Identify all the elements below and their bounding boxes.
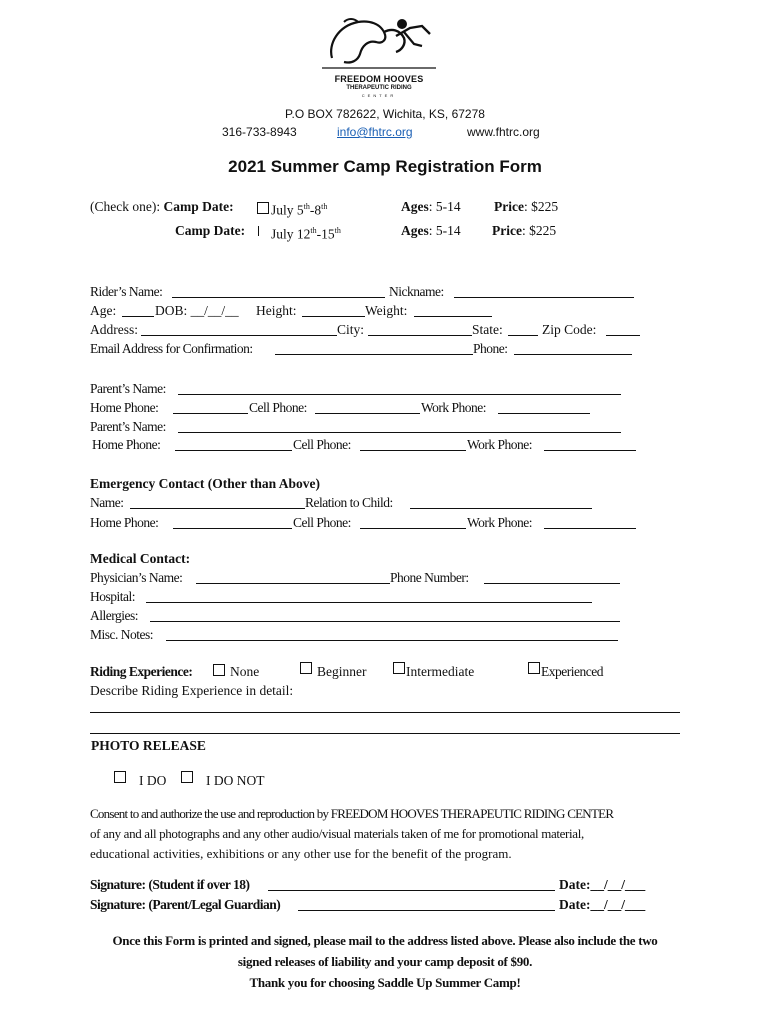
- parent-1-work-phone-field[interactable]: [498, 413, 590, 414]
- contact-website: www.fhtrc.org: [467, 125, 540, 139]
- physician-phone-label: Phone Number:: [390, 570, 469, 585]
- consent-line-1: Consent to and authorize the use and reproduction by FREEDOM HOOVES THERAPEUTIC RIDING CENTER: [90, 806, 614, 821]
- camp-date-2-checkbox[interactable]: [258, 226, 259, 236]
- camp-date-1-checkbox[interactable]: [257, 202, 269, 214]
- logo-tagline: THERAPEUTIC RIDING: [346, 85, 412, 91]
- physician-phone-field[interactable]: [484, 583, 620, 584]
- rider-phone-field[interactable]: [514, 354, 632, 355]
- rider-name-field[interactable]: [172, 297, 385, 298]
- form-title: 2021 Summer Camp Registration Form: [228, 157, 542, 176]
- riding-experienced-label: Experienced: [541, 664, 603, 679]
- riding-intermediate-label: Intermediate: [406, 664, 475, 679]
- height-label: Height:: [256, 303, 297, 318]
- contact-phone: 316-733-8943: [222, 125, 297, 139]
- emergency-contact-heading: Emergency Contact (Other than Above): [90, 476, 320, 491]
- photo-release-heading: PHOTO RELEASE: [91, 738, 206, 753]
- parent-2-cell-phone-field[interactable]: [360, 450, 466, 451]
- riding-experienced-checkbox[interactable]: [528, 662, 540, 674]
- height-field[interactable]: [302, 316, 365, 317]
- logo-org-name: FREEDOM HOOVES: [334, 74, 424, 84]
- student-signature-field[interactable]: [268, 890, 555, 891]
- emergency-home-phone-field[interactable]: [173, 528, 292, 529]
- photo-i-do-not-checkbox[interactable]: [181, 771, 193, 783]
- experience-line-2[interactable]: [90, 733, 680, 734]
- student-date-field[interactable]: Date:__/__/___: [559, 877, 646, 892]
- parent-1-cell-phone-field[interactable]: [315, 413, 420, 414]
- parent-date-field[interactable]: Date:__/__/___: [559, 897, 646, 912]
- misc-notes-field[interactable]: [166, 640, 618, 641]
- riding-experience-label: Riding Experience:: [90, 664, 193, 679]
- allergies-label: Allergies:: [90, 608, 138, 623]
- nickname-label: Nickname:: [389, 284, 444, 299]
- consent-line-2: of any and all photographs and any other audio/visual materials taken of me for promotional material,: [90, 826, 584, 841]
- rider-phone-label: Phone:: [473, 341, 508, 356]
- dob-label[interactable]: DOB: __/__/__: [155, 303, 239, 318]
- experience-line-1[interactable]: [90, 712, 680, 713]
- parent-1-work-phone-label: Work Phone:: [421, 400, 487, 415]
- parent-1-name-field[interactable]: [178, 394, 621, 395]
- emergency-cell-phone-field[interactable]: [360, 528, 466, 529]
- rider-name-label: Rider’s Name:: [90, 284, 163, 299]
- city-label: City:: [337, 322, 365, 337]
- address-label: Address:: [90, 322, 138, 337]
- parent-1-name-label: Parent’s Name:: [90, 381, 166, 396]
- camp-date-2: July 12th-15th: [271, 226, 341, 242]
- city-field[interactable]: [368, 335, 472, 336]
- footer-instructions-2: signed releases of liability and your camp deposit of $90.: [237, 954, 533, 969]
- riding-none-label: None: [230, 664, 260, 679]
- riding-intermediate-checkbox[interactable]: [393, 662, 405, 674]
- parent-2-name-label: Parent’s Name:: [90, 419, 166, 434]
- price-1: Price: $225: [494, 199, 559, 214]
- parent-2-work-phone-label: Work Phone:: [467, 437, 533, 452]
- emergency-name-label: Name:: [90, 495, 124, 510]
- ages-1: Ages: 5-14: [401, 199, 461, 214]
- medical-contact-heading: Medical Contact:: [90, 551, 191, 566]
- hospital-label: Hospital:: [90, 589, 135, 604]
- parent-1-home-phone-label: Home Phone:: [90, 400, 159, 415]
- weight-field[interactable]: [414, 316, 492, 317]
- camp-date-label-2: Camp Date:: [175, 223, 246, 238]
- parent-2-name-field[interactable]: [178, 432, 621, 433]
- camp-date-label: Camp Date:: [163, 199, 234, 214]
- emergency-name-field[interactable]: [130, 508, 305, 509]
- photo-i-do-checkbox[interactable]: [114, 771, 126, 783]
- emergency-home-phone-label: Home Phone:: [90, 515, 159, 530]
- riding-none-checkbox[interactable]: [213, 664, 225, 676]
- logo-center: CENTER: [361, 93, 397, 98]
- ages-2: Ages: 5-14: [401, 223, 461, 238]
- age-label: Age:: [90, 303, 117, 318]
- camp-date-1: July 5th-8th: [271, 202, 328, 218]
- relation-label: Relation to Child:: [305, 495, 393, 510]
- emergency-work-phone-field[interactable]: [544, 528, 636, 529]
- parent-2-work-phone-field[interactable]: [544, 450, 636, 451]
- footer-instructions-1: Once this Form is printed and signed, please mail to the address listed above. Please also include the two: [112, 933, 658, 948]
- riding-beginner-checkbox[interactable]: [300, 662, 312, 674]
- weight-label: Weight:: [365, 303, 408, 318]
- physician-name-label: Physician’s Name:: [90, 570, 183, 585]
- physician-name-field[interactable]: [196, 583, 390, 584]
- parent-1-cell-phone-label: Cell Phone:: [249, 400, 307, 415]
- parent-2-home-phone-field[interactable]: [175, 450, 292, 451]
- footer-thanks: Thank you for choosing Saddle Up Summer Camp!: [249, 975, 521, 990]
- relation-field[interactable]: [410, 508, 592, 509]
- allergies-field[interactable]: [150, 621, 620, 622]
- consent-line-3: educational activities, exhibitions or any other use for the benefit of the program.: [90, 846, 512, 861]
- email-confirmation-label: Email Address for Confirmation:: [90, 341, 253, 356]
- photo-i-do-not-label: I DO NOT: [206, 773, 265, 788]
- camp-row-1: [90, 199, 234, 215]
- parent-signature-label: Signature: (Parent/Legal Guardian): [90, 897, 281, 912]
- parent-2-home-phone-label: Home Phone:: [92, 437, 161, 452]
- check-one-label: (Check one):: [90, 199, 161, 214]
- address-field[interactable]: [141, 335, 337, 336]
- describe-experience-label: Describe Riding Experience in detail:: [90, 683, 294, 698]
- mailing-address: P.O BOX 782622, Wichita, KS, 67278: [285, 107, 485, 121]
- emergency-work-phone-label: Work Phone:: [467, 515, 533, 530]
- freedom-hooves-logo: [318, 14, 440, 106]
- contact-email-link[interactable]: info@fhtrc.org: [337, 125, 413, 139]
- email-confirmation-field[interactable]: [275, 354, 473, 355]
- parent-signature-field[interactable]: [298, 910, 555, 911]
- emergency-cell-phone-label: Cell Phone:: [293, 515, 351, 530]
- price-2: Price: $225: [492, 223, 557, 238]
- age-field[interactable]: [122, 316, 154, 317]
- hospital-field[interactable]: [146, 602, 592, 603]
- riding-beginner-label: Beginner: [317, 664, 367, 679]
- parent-2-cell-phone-label: Cell Phone:: [293, 437, 351, 452]
- student-signature-label: Signature: (Student if over 18): [90, 877, 250, 892]
- state-label: State:: [472, 322, 503, 337]
- photo-i-do-label: I DO: [139, 773, 167, 788]
- zip-label: Zip Code:: [542, 322, 597, 337]
- nickname-field[interactable]: [454, 297, 634, 298]
- misc-notes-label: Misc. Notes:: [90, 627, 153, 642]
- state-field[interactable]: [508, 335, 538, 336]
- zip-field[interactable]: [606, 335, 640, 336]
- parent-1-home-phone-field[interactable]: [173, 413, 248, 414]
- horse-rider-icon: [318, 14, 440, 74]
